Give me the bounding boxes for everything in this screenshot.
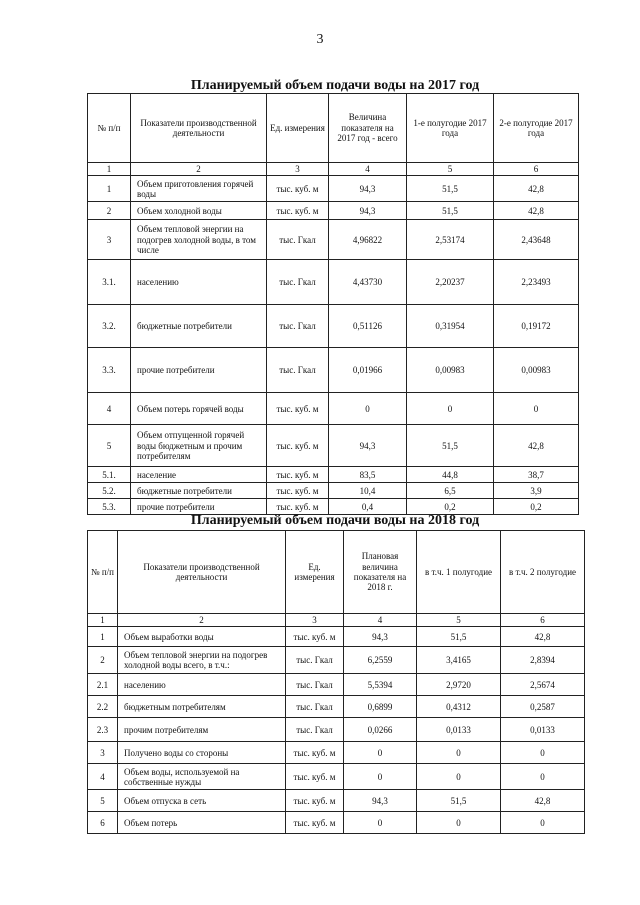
row-number: 4	[88, 764, 118, 790]
first-half-value: 0,4312	[417, 696, 501, 718]
second-half-value: 0,2587	[501, 696, 585, 718]
unit: тыс. Гкал	[267, 260, 329, 305]
page-number: 3	[316, 32, 324, 47]
row-number: 5	[88, 425, 131, 467]
table-2018	[87, 530, 585, 834]
header-cell: в т.ч. 2 полугодие	[501, 531, 585, 614]
second-half-value: 0	[501, 742, 585, 764]
second-half-value: 0	[501, 812, 585, 834]
row-number: 2	[88, 202, 131, 220]
column-number: 5	[407, 163, 494, 176]
first-half-value: 0	[417, 812, 501, 834]
table-row	[88, 696, 585, 718]
unit: тыс. Гкал	[286, 674, 344, 696]
indicator-name: Объем отпуска в сеть	[118, 790, 286, 812]
second-half-value: 0,2	[494, 499, 579, 515]
unit: тыс. Гкал	[286, 696, 344, 718]
second-half-value: 0,19172	[494, 305, 579, 348]
first-half-value: 3,4165	[417, 647, 501, 674]
unit: тыс. куб. м	[286, 742, 344, 764]
second-half-value: 2,5674	[501, 674, 585, 696]
table-2018-title: Планируемый объем подачи воды на 2018 год	[190, 513, 480, 528]
total-value: 0	[344, 764, 417, 790]
total-value: 94,3	[329, 425, 407, 467]
first-half-value: 51,5	[417, 790, 501, 812]
second-half-value: 2,43648	[494, 220, 579, 260]
row-number: 3.3.	[88, 348, 131, 393]
second-half-value: 0	[494, 393, 579, 425]
table-row	[88, 176, 579, 202]
unit: тыс. куб. м	[267, 467, 329, 483]
unit: тыс. куб. м	[286, 627, 344, 647]
unit: тыс. куб. м	[267, 483, 329, 499]
second-half-value: 42,8	[494, 176, 579, 202]
column-number: 3	[286, 614, 344, 627]
row-number: 3.2.	[88, 305, 131, 348]
table-row	[88, 483, 579, 499]
unit: тыс. куб. м	[267, 425, 329, 467]
row-number: 5.2.	[88, 483, 131, 499]
first-half-value: 51,5	[407, 176, 494, 202]
row-number: 2.3	[88, 718, 118, 742]
row-number: 5.1.	[88, 467, 131, 483]
table-row	[88, 467, 579, 483]
table-row	[88, 790, 585, 812]
unit: тыс. Гкал	[267, 220, 329, 260]
unit: тыс. Гкал	[267, 305, 329, 348]
row-number: 2	[88, 647, 118, 674]
table-row	[88, 202, 579, 220]
column-number-row	[88, 163, 579, 176]
column-number: 4	[344, 614, 417, 627]
indicator-name: населению	[118, 674, 286, 696]
total-value: 94,3	[344, 790, 417, 812]
table-header-row	[88, 94, 579, 163]
total-value: 94,3	[329, 202, 407, 220]
indicator-name: прочим потребителям	[118, 718, 286, 742]
header-cell: 1-е полугодие 2017 года	[407, 94, 494, 163]
table-2017-title: Планируемый объем подачи воды на 2017 год	[190, 78, 480, 93]
first-half-value: 0,31954	[407, 305, 494, 348]
header-cell: в т.ч. 1 полугодие	[417, 531, 501, 614]
unit: тыс. Гкал	[267, 348, 329, 393]
unit: тыс. куб. м	[267, 499, 329, 515]
indicator-name: Объем потерь горячей воды	[131, 393, 267, 425]
row-number: 1	[88, 627, 118, 647]
total-value: 10,4	[329, 483, 407, 499]
first-half-value: 2,9720	[417, 674, 501, 696]
unit: тыс. куб. м	[286, 764, 344, 790]
table-row	[88, 220, 579, 260]
table-row	[88, 674, 585, 696]
second-half-value: 0,0133	[501, 718, 585, 742]
indicator-name: Объем тепловой энергии на подогрев холодной воды всего, в т.ч.:	[118, 647, 286, 674]
header-cell: 2-е полугодие 2017 года	[494, 94, 579, 163]
row-number: 6	[88, 812, 118, 834]
unit: тыс. Гкал	[286, 647, 344, 674]
first-half-value: 2,53174	[407, 220, 494, 260]
total-value: 0,4	[329, 499, 407, 515]
total-value: 0	[344, 812, 417, 834]
column-number: 1	[88, 163, 131, 176]
indicator-name: Объем холодной воды	[131, 202, 267, 220]
column-number: 5	[417, 614, 501, 627]
indicator-name: Объем тепловой энергии на подогрев холодной воды, в том числе	[131, 220, 267, 260]
header-cell: Плановая величина показателя на 2018 г.	[344, 531, 417, 614]
header-cell: Ед. измерения	[286, 531, 344, 614]
table-row	[88, 718, 585, 742]
first-half-value: 2,20237	[407, 260, 494, 305]
second-half-value: 42,8	[501, 790, 585, 812]
table-row	[88, 425, 579, 467]
unit: тыс. куб. м	[286, 790, 344, 812]
row-number: 5.3.	[88, 499, 131, 515]
row-number: 1	[88, 176, 131, 202]
total-value: 4,96822	[329, 220, 407, 260]
row-number: 5	[88, 790, 118, 812]
first-half-value: 0	[417, 742, 501, 764]
indicator-name: бюджетные потребители	[131, 305, 267, 348]
table-row	[88, 393, 579, 425]
second-half-value: 0,00983	[494, 348, 579, 393]
indicator-name: Объем воды, используемой на собственные нужды	[118, 764, 286, 790]
total-value: 0,6899	[344, 696, 417, 718]
second-half-value: 42,8	[501, 627, 585, 647]
total-value: 0	[344, 742, 417, 764]
total-value: 6,2559	[344, 647, 417, 674]
header-cell: Величина показателя на 2017 год - всего	[329, 94, 407, 163]
indicator-name: Объем выработки воды	[118, 627, 286, 647]
second-half-value: 2,23493	[494, 260, 579, 305]
second-half-value: 42,8	[494, 202, 579, 220]
table-row	[88, 260, 579, 305]
table-2017	[87, 93, 579, 515]
table-header-row	[88, 531, 585, 614]
indicator-name: прочие потребители	[131, 499, 267, 515]
unit: тыс. куб. м	[267, 393, 329, 425]
first-half-value: 51,5	[417, 627, 501, 647]
total-value: 0,01966	[329, 348, 407, 393]
total-value: 0,0266	[344, 718, 417, 742]
column-number-row	[88, 614, 585, 627]
second-half-value: 42,8	[494, 425, 579, 467]
row-number: 3	[88, 742, 118, 764]
header-cell: Показатели производственной деятельности	[131, 94, 267, 163]
indicator-name: Получено воды со стороны	[118, 742, 286, 764]
column-number: 1	[88, 614, 118, 627]
table-row	[88, 647, 585, 674]
column-number: 6	[494, 163, 579, 176]
row-number: 2.1	[88, 674, 118, 696]
unit: тыс. куб. м	[267, 202, 329, 220]
first-half-value: 0,2	[407, 499, 494, 515]
first-half-value: 0,0133	[417, 718, 501, 742]
second-half-value: 3,9	[494, 483, 579, 499]
column-number: 2	[131, 163, 267, 176]
unit: тыс. Гкал	[286, 718, 344, 742]
second-half-value: 38,7	[494, 467, 579, 483]
table-row	[88, 348, 579, 393]
total-value: 4,43730	[329, 260, 407, 305]
header-cell: Ед. измерения	[267, 94, 329, 163]
row-number: 3	[88, 220, 131, 260]
header-cell: № п/п	[88, 94, 131, 163]
first-half-value: 0,00983	[407, 348, 494, 393]
first-half-value: 44,8	[407, 467, 494, 483]
total-value: 0,51126	[329, 305, 407, 348]
table-row	[88, 627, 585, 647]
first-half-value: 51,5	[407, 202, 494, 220]
indicator-name: Объем отпущенной горячей воды бюджетным и прочим потребителям	[131, 425, 267, 467]
row-number: 3.1.	[88, 260, 131, 305]
first-half-value: 0	[417, 764, 501, 790]
first-half-value: 51,5	[407, 425, 494, 467]
column-number: 6	[501, 614, 585, 627]
column-number: 4	[329, 163, 407, 176]
total-value: 94,3	[329, 176, 407, 202]
first-half-value: 0	[407, 393, 494, 425]
indicator-name: население	[131, 467, 267, 483]
table-row	[88, 742, 585, 764]
row-number: 4	[88, 393, 131, 425]
total-value: 5,5394	[344, 674, 417, 696]
indicator-name: бюджетным потребителям	[118, 696, 286, 718]
total-value: 83,5	[329, 467, 407, 483]
unit: тыс. куб. м	[286, 812, 344, 834]
table-row	[88, 812, 585, 834]
total-value: 0	[329, 393, 407, 425]
column-number: 3	[267, 163, 329, 176]
header-cell: № п/п	[88, 531, 118, 614]
table-row	[88, 764, 585, 790]
row-number: 2.2	[88, 696, 118, 718]
indicator-name: Объем приготовления горячей воды	[131, 176, 267, 202]
table-row	[88, 305, 579, 348]
indicator-name: прочие потребители	[131, 348, 267, 393]
second-half-value: 0	[501, 764, 585, 790]
header-cell: Показатели производственной деятельности	[118, 531, 286, 614]
column-number: 2	[118, 614, 286, 627]
second-half-value: 2,8394	[501, 647, 585, 674]
indicator-name: бюджетные потребители	[131, 483, 267, 499]
total-value: 94,3	[344, 627, 417, 647]
indicator-name: Объем потерь	[118, 812, 286, 834]
indicator-name: населению	[131, 260, 267, 305]
first-half-value: 6,5	[407, 483, 494, 499]
unit: тыс. куб. м	[267, 176, 329, 202]
